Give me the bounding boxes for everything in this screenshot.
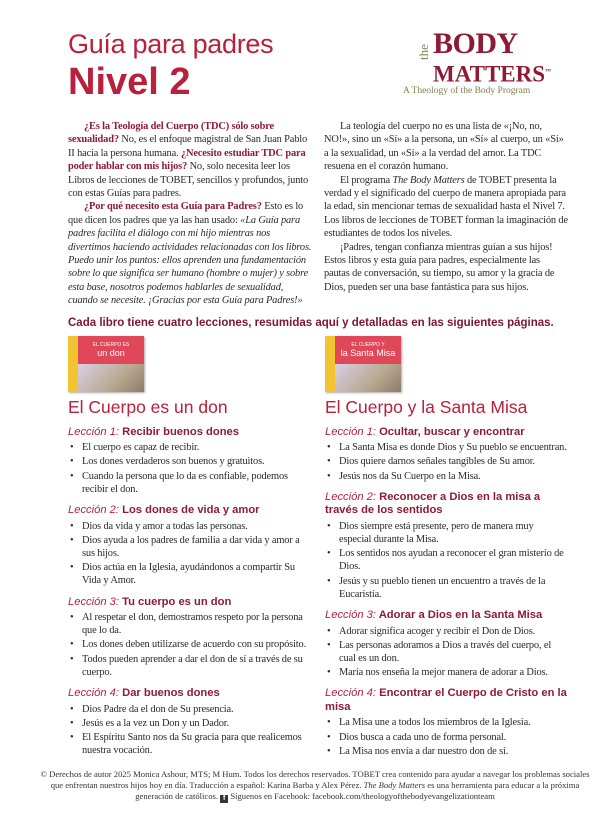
cover-big: un don [97, 347, 125, 358]
intro-paragraph [68, 120, 312, 200]
subheading: Cada libro tiene cuatro lecciones, resumidas aquí y detalladas en las siguientes páginas. [68, 316, 554, 329]
lesson-heading [325, 426, 568, 440]
list-item: • Jesús y su pueblo tienen un encuentro a través de la Eucaristía. [325, 575, 568, 601]
logo-matters [433, 60, 551, 87]
list-item: • Adorar significa acoger y recibir el Don de Dios. [325, 625, 568, 638]
lesson-number: Lección 3: [68, 595, 119, 608]
header [68, 26, 568, 120]
text: de TOBET presenta la verdad y el significado del cuerpo de manera apropiada para la edad, sin mencionar temas de sexualidad hasta el Nivel 7. Los libros de lecciones de TOBET forman la imaginación de estudiantes de todos los niveles. [324, 174, 568, 240]
text: El programa [340, 174, 393, 186]
list-item: • Todos pueden aprender a dar el don de sí a través de su cuerpo. [68, 653, 311, 679]
intro-left [68, 120, 312, 308]
books [68, 336, 568, 759]
lesson-number: Lección 1: [325, 425, 376, 438]
list-item: • Cuando la persona que lo da es confiable, podemos recibir el don. [68, 470, 311, 496]
list-item: • Jesús nos da Su Cuerpo en la Misa. [325, 470, 568, 483]
lesson-points [325, 625, 568, 680]
cover-small: EL CUERPO ES [92, 341, 130, 348]
lesson-title: Tu cuerpo es un don [119, 595, 232, 608]
lesson-heading [325, 609, 568, 623]
book-cover-2 [325, 336, 401, 392]
list-item: • Dios Padre da el don de Su presencia. [68, 703, 311, 716]
lesson-heading [68, 596, 311, 610]
list-item: • Los dones deben utilizarse de acuerdo con su propósito. [68, 638, 311, 651]
logo-tm: ™ [545, 69, 552, 75]
cover-illustration [335, 364, 401, 392]
facebook-icon: f [220, 795, 228, 803]
book-title: El Cuerpo es un don [68, 396, 228, 417]
lesson-heading [68, 426, 311, 440]
list-item: • La Misa une a todos los miembros de la Iglesia. [325, 716, 568, 729]
lesson-heading [68, 687, 311, 701]
program-name: The Body Matters [363, 779, 426, 790]
lesson-title: Reconocer a Dios en la misa a través de los sentidos [325, 490, 541, 517]
parent-quote: «La Guía para padres facilita el diálogo con mi hijo mientras nos divertimos haciendo actividades relacionadas con los libros. Puedo unir los puntos: ellos aprenden una fundamentación sobre lo que significa ser humano (hombre o mujer) y sobre esta base, nosotros podemos hablarles de sexualidad, cuando se necesite. ¡Gracias por esta Guía para Padres!» [68, 214, 312, 307]
list-item: • Las personas adoramos a Dios a través del cuerpo, el cual es un don. [325, 639, 568, 665]
footer [40, 769, 590, 803]
question: ¿Por qué necesito esta Guía para Padres? [84, 201, 262, 213]
program-name: The Body Matters [392, 174, 465, 186]
list-item: • Dios da vida y amor a todas las personas. [68, 520, 311, 533]
list-item: • Dios quiere darnos señales tangibles de Su amor. [325, 455, 568, 468]
list-item: • Dios actúa en la Iglesia, ayudándonos a compartir Su Vida y Amor. [68, 561, 311, 587]
list-item: • La Santa Misa es donde Dios y Su pueblo se encuentran. [325, 441, 568, 454]
list-item: • Dios ayuda a los padres de familia a dar vida y amor a sus hijos. [68, 534, 311, 560]
lesson-heading [325, 687, 568, 714]
list-item: • Al respetar el don, demostramos respeto por la persona que lo da. [68, 611, 311, 637]
cover-big: la Santa Misa [340, 347, 396, 358]
logo-body: BODY [433, 27, 518, 60]
lesson-points [68, 703, 311, 758]
lessons-column-2 [325, 426, 568, 758]
intro-paragraph [68, 200, 312, 307]
body-matters-logo [403, 28, 568, 100]
lesson-title: Los dones de vida y amor [119, 504, 260, 516]
lesson-points [325, 441, 568, 483]
lesson-title: Recibir buenos dones [119, 425, 239, 438]
titles [68, 26, 273, 104]
lesson-number: Lección 4: [325, 687, 376, 700]
lesson-heading [68, 504, 311, 518]
book-column-1 [68, 336, 311, 759]
level-title: Nivel 2 [68, 61, 191, 103]
question: ¿Es la Teología del Cuerpo (TDC) sólo sobre sexualidad? [68, 121, 274, 146]
cover-small: EL CUERPO Y [351, 341, 385, 348]
lesson-number: Lección 1: [68, 425, 119, 438]
list-item: • Los sentidos nos ayudan a reconocer el gran misterio de Dios. [325, 547, 568, 573]
logo-matters-text: MATTERS [433, 61, 546, 87]
list-item: • Jesús es a la vez un Don y un Dador. [68, 717, 311, 730]
lesson-number: Lección 2: [68, 504, 119, 516]
list-item: • La Misa nos envía a dar nuestro don de sí. [325, 745, 568, 758]
lesson-points [325, 520, 568, 601]
list-item: • Los dones verdaderos son buenos y gratuitos. [68, 455, 311, 468]
list-item: • El cuerpo es capaz de recibir. [68, 441, 311, 454]
footer-text: es una herramienta para educar a la próxima generación de católicos. [135, 779, 580, 801]
lesson-title: Ocultar, buscar y encontrar [376, 425, 525, 438]
intro-paragraph [324, 174, 568, 241]
logo-the: the [416, 44, 431, 60]
lesson-title: Adorar a Dios en la Santa Misa [376, 609, 543, 622]
question: ¿Necesito estudiar TDC para poder hablar con mis hijos? [68, 147, 306, 173]
lesson-points [68, 441, 311, 496]
lesson-number: Lección 2: [325, 490, 376, 503]
logo-subtitle: A Theology of the Body Program [403, 86, 531, 96]
answer: No, solo necesita leer los Libros de lecciones de TOBET, sencillos y profundos, junto con estas Guías para padres. [68, 161, 309, 200]
intro [68, 120, 568, 308]
page-title: Guía para padres [68, 29, 274, 59]
lesson-title: Dar buenos dones [119, 687, 220, 700]
list-item: • María nos enseña la mejor manera de adorar a Dios. [325, 666, 568, 679]
answer: Esto es lo que dicen los padres que ya las han usado: [68, 201, 304, 226]
lesson-number: Lección 3: [325, 609, 376, 622]
intro-paragraph: La teología del cuerpo no es una lista de «¡No, no, NO!», sino un «Sí» a la persona, un «Sí» al cuerpo, un «Sí» a la sexualidad, un «Sí» a la verdad del amor. La TDC resuena en el corazón humano. [324, 121, 564, 173]
copyright: © Derechos de autor 2025 Monica Ashour, MTS; M Hum. Todos los derechos reservados. TOBET crea contenido para ayudar a navegar los problemas sociales que enfrentan nuestros hijos hoy en día. Traducción a español: Karina Barba y Alex Pérez. [40, 768, 590, 790]
intro-right [324, 120, 568, 308]
lessons-column-1 [68, 426, 311, 758]
lesson-points [325, 716, 568, 758]
cover-illustration [78, 364, 144, 392]
intro-paragraph: ¡Padres, tengan confianza mientras guían a sus hijos! Estos libros y esta guía para padres, especialmente las pautas de conversación, su tiempo, su amor y la gracia de Dios, pueden ser una base fantástica para sus hijos. [324, 241, 555, 293]
lesson-points [68, 611, 311, 679]
list-item: • El Espíritu Santo nos da Su gracia para que realicemos nuestra vocación. [68, 731, 311, 757]
list-item: • Dios busca a cada uno de forma personal. [325, 731, 568, 744]
book-column-2 [325, 336, 568, 759]
book-title: El Cuerpo y la Santa Misa [325, 396, 528, 417]
lesson-points [68, 520, 311, 588]
book-cover-1 [68, 336, 144, 392]
lesson-title: Encontrar el Cuerpo de Cristo en la misa [325, 687, 567, 713]
lesson-heading [325, 491, 568, 518]
lesson-number: Lección 4: [68, 687, 119, 700]
list-item: • Dios siempre está presente, pero de manera muy especial durante la Misa. [325, 520, 568, 546]
answer: No, es el enfoque magistral de San Juan Pablo II hacia la persona humana. [68, 134, 308, 159]
facebook-link[interactable]: Síguenos en Facebook: facebook.com/theologyofthebodyevangelizationteam [228, 790, 495, 801]
